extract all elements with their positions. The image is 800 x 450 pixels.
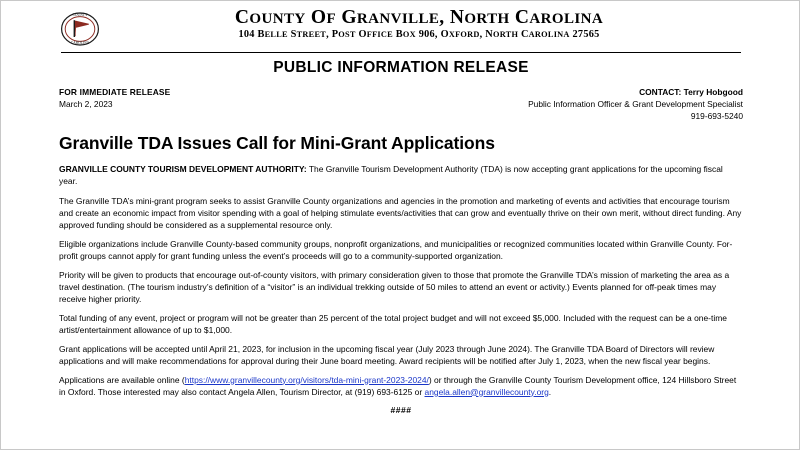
release-block [59,86,170,110]
svg-text:COUNTY: COUNTY [72,13,88,18]
contact-phone: 919-693-5240 [690,111,743,122]
document-sheet [1,1,800,415]
contact-block [528,86,743,123]
paragraph-funding-limits: Total funding of any event, project or program will not be greater than 25 percent of the total project budget and will not exceed $5,000. Included with the request can be a one-time artist/entertainment allowance of up to $1,000. [59,312,727,335]
contact-email-link[interactable]: angela.allen@granvillecounty.org [424,386,549,397]
header-divider [61,52,741,53]
lead-bold-text: GRANVILLE COUNTY TOURISM DEVELOPMENT AUTHORITY: [59,163,307,174]
letterhead [59,7,743,49]
svg-text:CAROLINA: CAROLINA [70,41,90,46]
organization-name: COUNTY OF GRANVILLE, NORTH CAROLINA [234,7,604,28]
apply-text-middle: ) or through the Granville County Tourism Development office, 124 Hillsboro Street in Oxford. Those interested may also contact Angela Allen, Tourism Director, at (919) 693-6125 or [59,374,737,397]
application-url-link[interactable]: https://www.granvillecounty.org/visitors/tda-mini-grant-2023-2024/ [184,374,429,385]
article-headline: Granville TDA Issues Call for Mini-Grant Applications [59,132,495,153]
paragraph-deadline: Grant applications will be accepted until April 21, 2023, for inclusion in the upcoming fiscal year (July 2023 through June 2024). The Granville TDA Board of Directors will review applications and will make recommendations for approval during their June board meeting. Award recipients will be notified after July 1, 2023, when the new fiscal year begins. [59,343,715,366]
apply-text-after: . [548,386,552,397]
page-title: PUBLIC INFORMATION RELEASE [273,59,529,76]
paragraph-how-to-apply [59,374,743,398]
county-seal-icon [57,9,103,49]
contact-name: CONTACT: Terry Hobgood [639,87,743,97]
paragraph-priority: Priority will be given to products that encourage out-of-county visitors, with primary consideration given to those that promote the Granville TDA’s mission of marketing the area as a travel destination. (The tourism industry’s definition of a “visitor” is an individual trekking outside of 50 miles to attend an event or activity.) Events planned for off-peak times may receive higher priority. [59,269,730,304]
paragraph-eligibility: Eligible organizations include Granville County-based community groups, nonprofit organizations, and municipalities or recognized communities located within Granville County. For-profit groups cannot apply for grant funding unless the event’s proceeds will go to a community-supported organization. [59,238,733,261]
paragraph-lead [59,163,743,187]
contact-role: Public Information Officer & Grant Development Specialist [528,99,743,110]
lead-rest-text: The Granville Tourism Development Authority (TDA) is now accepting grant applications for the upcoming fiscal year. [59,163,723,186]
release-contact-row [59,86,743,123]
end-mark: #### [390,404,412,415]
article-body [59,163,743,415]
release-date: March 2, 2023 [59,99,113,110]
apply-text-before: Applications are available online ( [59,374,185,385]
letterhead-text [59,7,743,40]
paragraph-program-purpose: The Granville TDA’s mini-grant program seeks to assist Granville County organizations and agencies in the promotion and marketing of events and activities that encourage tourism and create an economic impact from visitor spending with a goal of helping stimulate events/activities that can grow and eventually thrive on their own merit, without direct funding. Any approved funding should be considered as a supplemental resource only. [59,195,742,230]
release-label: FOR IMMEDIATE RELEASE [59,87,171,97]
organization-address: 104 BELLE STREET, POST OFFICE BOX 906, OXFORD, NORTH CAROLINA 27565 [238,29,600,41]
